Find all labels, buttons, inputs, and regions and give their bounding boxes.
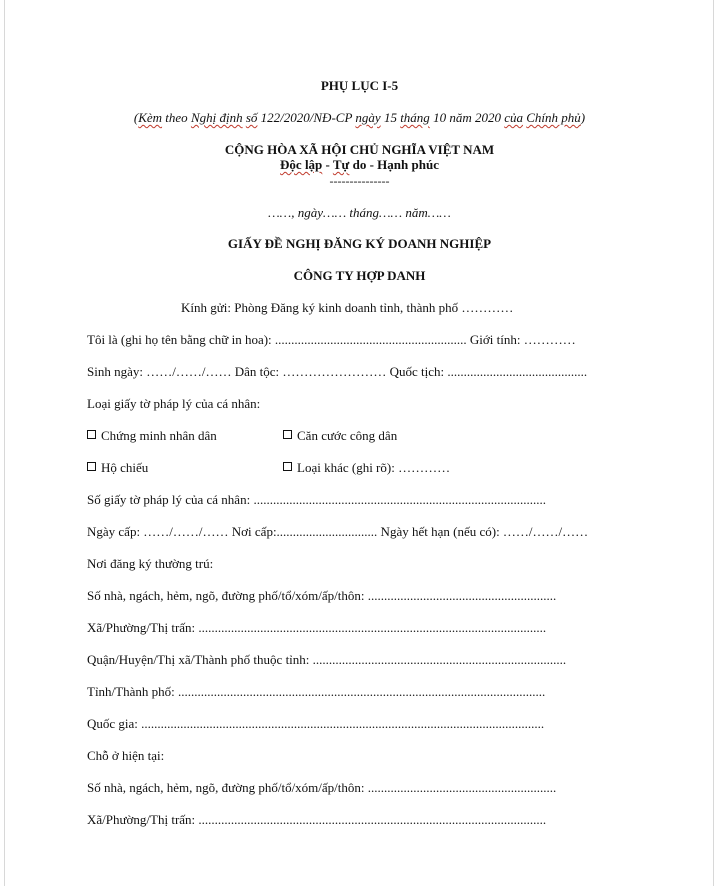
perm-ward-field: Xã/Phường/Thị trấn: ........................................................................................................... (87, 620, 547, 635)
page-edge-right (713, 0, 714, 886)
id-number-field: Số giấy tờ pháp lý của cá nhân: .......................................................................................... (87, 492, 546, 507)
motto-text: do - Hạnh phúc (349, 157, 439, 172)
cur-ward-field: Xã/Phường/Thị trấn: ........................................................................................................... (87, 812, 547, 827)
decree-text: 122/2020/NĐ-CP (257, 110, 356, 125)
form-title: GIẤY ĐỀ NGHỊ ĐĂNG KÝ DOANH NGHIỆP (227, 236, 492, 251)
issue-field: Ngày cấp: ……/……/…… Nơi cấp:............................... Ngày hết hạn (nếu có): ……/……/…… (87, 524, 589, 539)
decree-text: ngày (355, 110, 381, 125)
decree-text: Chính phủ (526, 110, 581, 125)
id-type-row-1 (87, 428, 398, 444)
decree-text: ( (133, 110, 139, 125)
motto-text: - (322, 157, 333, 172)
checkbox-icon (283, 462, 292, 471)
option-label: Loại khác (ghi rõ): ………… (297, 460, 451, 475)
option-label: Chứng minh nhân dân (101, 428, 217, 443)
checkbox-icon (87, 430, 96, 439)
full-name-field: Tôi là (ghi họ tên bằng chữ in hoa): ........................................................... Giới tính: ………… (87, 332, 576, 347)
option-label: Căn cước công dân (297, 428, 398, 443)
decree-text: Kèm (138, 110, 163, 125)
national-title: CỘNG HÒA XÃ HỘI CHỦ NGHĨA VIỆT NAM (224, 142, 495, 157)
company-type: CÔNG TY HỢP DANH (293, 268, 426, 283)
decree-text: của (504, 110, 523, 125)
page-edge-left (4, 0, 5, 886)
birth-field: Sinh ngày: ……/……/…… Dân tộc: …………………… Quốc tịch: ........................................... (87, 364, 588, 379)
perm-district-field: Quận/Huyện/Thị xã/Thành phố thuộc tỉnh: .............................................................................. (87, 652, 567, 667)
decree-text: tháng (400, 110, 430, 125)
id-type-label: Loại giấy tờ pháp lý của cá nhân: (87, 396, 261, 411)
id-type-row-2 (87, 460, 451, 476)
addressee: Kính gửi: Phòng Đăng ký kinh doanh tỉnh, thành phố ………… (181, 300, 514, 315)
decree-text: 15 (380, 110, 401, 125)
decree-text: Nghị định (190, 110, 243, 125)
option-label: Hộ chiếu (101, 460, 149, 475)
date-line: ……, ngày…… tháng…… năm…… (268, 205, 451, 220)
motto (0, 157, 719, 173)
decree-text: theo (162, 110, 191, 125)
decree-text: số (245, 110, 258, 125)
decree-text: 10 năm 2020 (429, 110, 505, 125)
motto-text: Độc lập (280, 157, 323, 172)
checkbox-other[interactable] (283, 460, 450, 476)
divider: --------------- (329, 174, 390, 188)
decree-reference (0, 110, 719, 126)
checkbox-cmnd[interactable] (87, 428, 217, 443)
checkbox-cccd[interactable] (283, 428, 397, 444)
appendix-title: PHỤ LỤC I-5 (320, 78, 399, 93)
motto-text: Tự (332, 157, 350, 172)
perm-country-field: Quốc gia: ............................................................................................................................ (87, 716, 545, 731)
checkbox-icon (283, 430, 292, 439)
cur-street-field: Số nhà, ngách, hẻm, ngõ, đường phố/tổ/xóm/ấp/thôn: .......................................................... (87, 780, 557, 795)
decree-text: ) (580, 110, 586, 125)
perm-province-field: Tỉnh/Thành phố: ................................................................................................................. (87, 684, 546, 699)
checkbox-icon (87, 462, 96, 471)
checkbox-passport[interactable] (87, 460, 148, 475)
current-address-label: Chỗ ở hiện tại: (87, 748, 165, 763)
permanent-address-label: Nơi đăng ký thường trú: (87, 556, 214, 571)
perm-street-field: Số nhà, ngách, hẻm, ngõ, đường phố/tổ/xóm/ấp/thôn: .......................................................... (87, 588, 557, 603)
